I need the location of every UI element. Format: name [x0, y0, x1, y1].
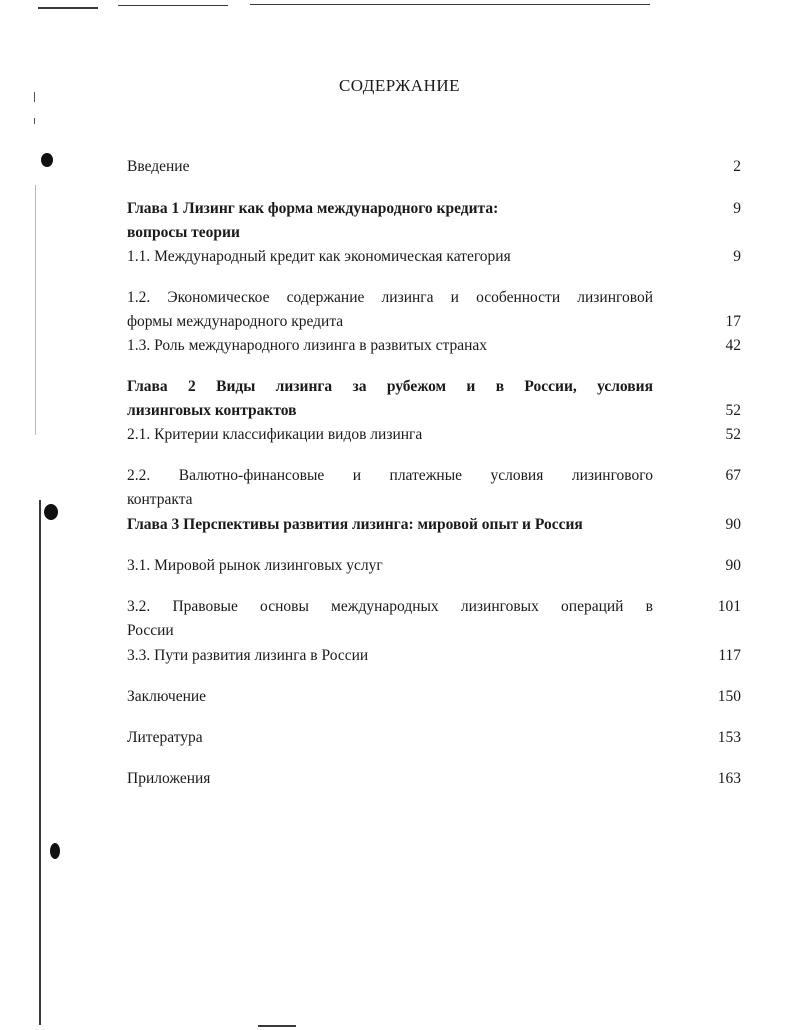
toc-page-number: 67: [725, 467, 741, 484]
toc-page-number: 42: [725, 337, 741, 354]
toc-entry-section-3-2: 3.2. Правовые основы международных лизинговых операций в: [127, 598, 653, 615]
toc-entry-section-1-2: 1.2. Экономическое содержание лизинга и особенности лизинговой: [127, 289, 653, 306]
toc-entry-section-1-2-cont: формы международного кредита: [127, 313, 344, 330]
scan-left-margin-line: [39, 500, 41, 1025]
toc-page-number: 2: [733, 158, 741, 175]
toc-entry-section-3-2-cont: России: [127, 622, 174, 639]
toc-entry-section-3-1: 3.1. Мировой рынок лизинговых услуг: [127, 557, 383, 574]
toc-entry-section-1-3: 1.3. Роль международного лизинга в развитых странах: [127, 337, 487, 354]
toc-entry-section-3-3: 3.3. Пути развития лизинга в России: [127, 647, 369, 664]
toc-entry-section-1-1: 1.1. Международный кредит как экономическая категория: [127, 248, 511, 265]
toc-page-number: 9: [733, 248, 741, 265]
toc-entry-literature: Литература: [127, 729, 203, 746]
toc-page-number: 163: [717, 770, 741, 787]
scan-bottom-line: [258, 1025, 296, 1027]
toc-page-number: 52: [725, 426, 741, 443]
toc-page-number: 90: [725, 516, 741, 533]
toc-page-number: 153: [717, 729, 741, 746]
toc-page-number: 150: [717, 688, 741, 705]
toc-page-number: 17: [725, 313, 741, 330]
toc-entry-appendices: Приложения: [127, 770, 211, 787]
toc-entry-section-2-1: 2.1. Критерии классификации видов лизинга: [127, 426, 423, 443]
toc-page-number: 101: [717, 598, 741, 615]
toc-entry-chapter-3: Глава 3 Перспективы развития лизинга: мировой опыт и Россия: [127, 516, 583, 533]
scan-top-line-right: [250, 4, 650, 5]
scan-speck: [35, 185, 36, 435]
punch-hole-bottom: [50, 843, 60, 859]
toc-entry-section-2-2-cont: контракта: [127, 491, 193, 508]
toc-page-number: 52: [725, 402, 741, 419]
toc-entry-section-2-2: 2.2. Валютно-финансовые и платежные условия лизингового: [127, 467, 653, 484]
punch-hole-middle: [44, 504, 58, 520]
scan-top-line-left: [38, 7, 98, 9]
toc-entry-conclusion: Заключение: [127, 688, 207, 705]
toc-page-number: 90: [725, 557, 741, 574]
scan-top-line-mid: [118, 5, 228, 6]
toc-entry-chapter-1: Глава 1 Лизинг как форма международного кредита:: [127, 200, 499, 217]
toc-page-number: 9: [733, 200, 741, 217]
punch-hole-top: [41, 153, 53, 167]
toc-entry-chapter-2: Глава 2 Виды лизинга за рубежом и в России, условия: [127, 378, 653, 395]
toc-entry-intro: Введение: [127, 158, 190, 175]
toc-entry-chapter-2-cont: лизинговых контрактов: [127, 402, 297, 419]
toc-page-number: 117: [718, 647, 741, 664]
toc-entry-chapter-1-cont: вопросы теории: [127, 224, 240, 241]
toc-title: СОДЕРЖАНИЕ: [338, 76, 461, 95]
scan-speck: [34, 118, 35, 124]
